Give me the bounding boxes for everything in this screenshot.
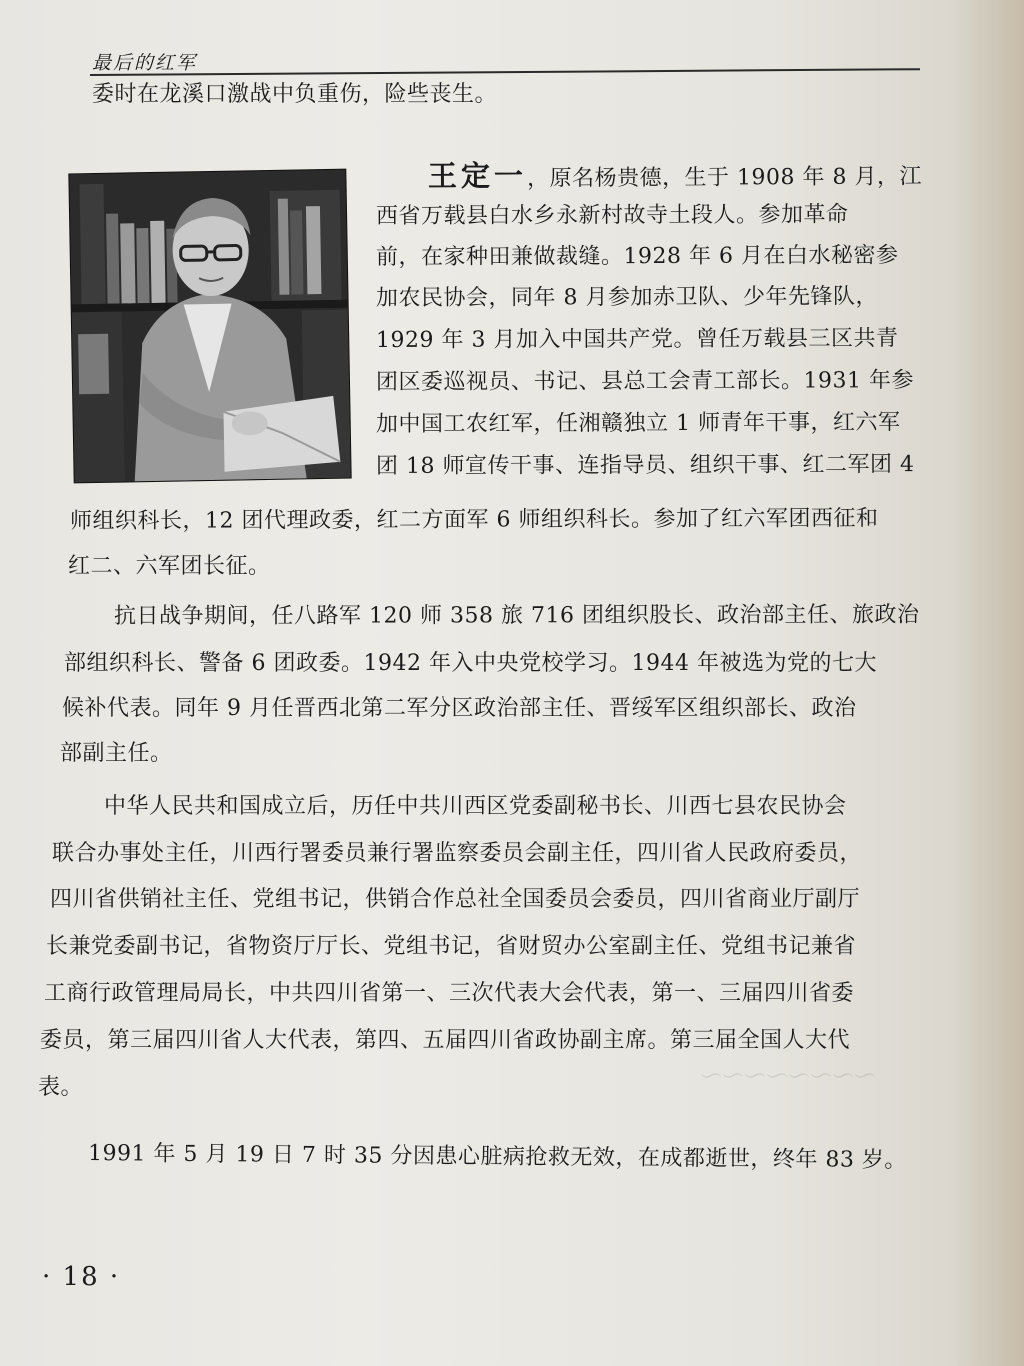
biography-line: 加中国工农红军，任湘赣独立 1 师青年干事，红六军 [375,410,901,437]
war-paragraph-line: 部组织科长、警备 6 团政委。1942 年入中央党校学习。1944 年被选为党的七大 [64,651,877,676]
prc-paragraph-line: 长兼党委副书记，省物资厅厅长、党组书记，省财贸办公室副主任、党组书记兼省 [46,934,857,959]
page-edge-shadow [954,0,1024,1366]
portrait-photo [69,170,350,483]
biography-line: 师组织科长，12 团代理政委，红二方面军 6 师组织科长。参加了红六军团西征和 [69,506,879,534]
biography-line: 前，在家种田兼做裁缝。1928 年 6 月在白水秘密参 [375,243,899,270]
biography-line: 红二、六军团长征。 [68,554,271,579]
biography-line: 1929 年 3 月加入中国共产党。曾任万载县三区共青 [375,326,899,353]
biography-line: 西省万载县白水乡永新村故寺土段人。参加革命 [375,202,849,229]
person-name: 王定一 [427,158,528,193]
top-continuation-line: 委时在龙溪口激战中负重伤，险些丧生。 [92,82,498,107]
page-number: · 18 · [42,1262,121,1292]
biography-line: 团 18 师宣传干事、连指导员、组织干事、红二军团 4 [375,452,915,479]
bleed-through-decoration: ～～～～～～～～ [700,1065,877,1090]
war-paragraph-line: 部副主任。 [60,741,173,766]
biography-first-line-text: ，原名杨贵德，生于 1908 年 8 月，江 [526,164,923,192]
header-rule [90,68,920,76]
biography-first-line [428,159,922,191]
prc-paragraph-line: 联合办事处主任，川西行署委员兼行署监察委员会副主任，四川省人民政府委员， [52,841,863,866]
war-paragraph-line: 候补代表。同年 9 月任晋西北第二军分区政治部主任、晋绥军区组织部长、政治 [62,696,857,721]
biography-line: 团区委巡视员、书记、县总工会青工部长。1931 年参 [375,368,915,395]
prc-paragraph-line: 表。 [38,1075,84,1100]
prc-paragraph-line: 四川省供销社主任、党组书记，供销合作总社全国委员会委员，四川省商业厅副厅 [50,887,861,912]
running-header: 最后的红军 [92,52,198,74]
portrait-icon [69,170,350,483]
prc-paragraph-line: 委员，第三届四川省人大代表，第四、五届四川省政协副主席。第三届全国人大代 [40,1028,851,1053]
death-record-line: 1991 年 5 月 19 日 7 时 35 分因患心脏病抢救无效，在成都逝世，终年 83 岁。 [87,1141,907,1174]
biography-line: 加农民协会，同年 8 月参加赤卫队、少年先锋队， [375,284,879,311]
war-paragraph-line: 抗日战争期间，任八路军 120 师 358 旅 716 团组织股长、政治部主任、旅政治 [113,602,920,629]
prc-paragraph-line: 工商行政管理局局长，中共四川省第一、三次代表大会代表，第一、三届四川省委 [44,981,855,1006]
prc-paragraph-line: 中华人民共和国成立后，历任中共川西区党委副秘书长、川西七县农民协会 [104,794,847,819]
